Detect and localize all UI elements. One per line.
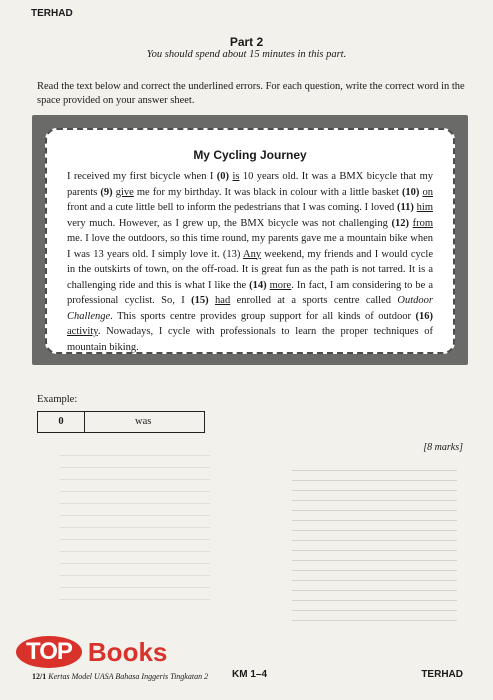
underlined-error: Any bbox=[242, 248, 262, 260]
bleed-through-left bbox=[60, 455, 210, 605]
question-number: (12) bbox=[391, 217, 413, 229]
passage-segment: me. I love the outdoors, so this time round, my parents gave me a mountain bike when I was 13 years old. I simply love it. (13) bbox=[67, 233, 433, 260]
underlined-error: him bbox=[416, 202, 433, 213]
passage-segment: very much. However, as I grew up, the BMX bicycle was not challenging bbox=[67, 217, 392, 229]
underlined-error: had bbox=[215, 295, 231, 306]
footer-km: KM 1–4 bbox=[232, 669, 268, 680]
underlined-error: from bbox=[412, 217, 434, 229]
example-table bbox=[37, 411, 205, 433]
underlined-error: activity bbox=[67, 326, 98, 337]
footer-classification: TERHAD bbox=[421, 669, 463, 680]
part-title: Part 2 bbox=[229, 35, 264, 49]
part-subtitle: You should spend about 15 minutes in this part. bbox=[146, 49, 347, 60]
logo-books: Books bbox=[87, 636, 168, 667]
question-number: (10) bbox=[401, 186, 423, 198]
passage-segment: me for my birthday. It was black in colour with a little basket bbox=[133, 186, 402, 198]
instructions: Read the text below and correct the underlined errors. For each question, write the correct word in the space provided on your answer sheet. bbox=[37, 81, 465, 106]
question-number: (0) bbox=[216, 171, 233, 182]
question-number: (14) bbox=[249, 279, 270, 291]
marks-label: [8 marks] bbox=[423, 442, 463, 453]
page-code: 12/1 bbox=[32, 672, 47, 681]
italic-text: Outdoor Challenge bbox=[67, 295, 433, 322]
passage-segment: . This sports centre provides group support for all kinds of outdoor bbox=[110, 310, 416, 322]
passage-segment: 10 years old. It was a BMX bicycle that my parents bbox=[67, 171, 433, 198]
logo-top: TOP bbox=[16, 636, 82, 668]
footer-book-info bbox=[32, 672, 208, 681]
underlined-error: give bbox=[115, 186, 134, 198]
topbooks-logo bbox=[16, 632, 167, 672]
passage-segment: front and a cute little bell to inform the pedestrians that I was coming. I loved bbox=[67, 202, 397, 213]
question-number: (15) bbox=[191, 295, 216, 306]
question-number: (9) bbox=[100, 186, 116, 198]
passage-segment: I received my first bicycle when I bbox=[67, 171, 217, 182]
passage-segment: enrolled at a sports centre called bbox=[230, 295, 398, 306]
example-answer: was bbox=[135, 416, 152, 427]
passage-card bbox=[45, 128, 455, 354]
question-number: (16) bbox=[415, 310, 433, 322]
passage-segment: weekend, my friends and I would cycle in the outskirts of town, on the off-road. It is great fun as the path is not tarred. It is a challenging ride and this is what I like the bbox=[67, 248, 433, 291]
underlined-error: on bbox=[422, 186, 433, 198]
example-number: 0 bbox=[38, 412, 85, 432]
underlined-error: is bbox=[232, 171, 240, 182]
passage-text bbox=[67, 169, 433, 355]
bleed-through-right bbox=[292, 470, 457, 630]
book-title: Kertas Model UASA Bahasa Inggeris Tingkatan 2 bbox=[48, 672, 209, 681]
question-number: (11) bbox=[396, 202, 417, 213]
underlined-error: more bbox=[269, 279, 292, 291]
classification-header: TERHAD bbox=[31, 8, 73, 19]
passage-segment: . In fact, I am considering to be a professional cyclist. So, I bbox=[67, 279, 433, 306]
passage-segment: . Nowadays, I cycle with professionals to learn the proper techniques of mountain biking. bbox=[67, 326, 433, 353]
passage-title: My Cycling Journey bbox=[193, 148, 307, 162]
example-label: Example: bbox=[37, 394, 78, 405]
